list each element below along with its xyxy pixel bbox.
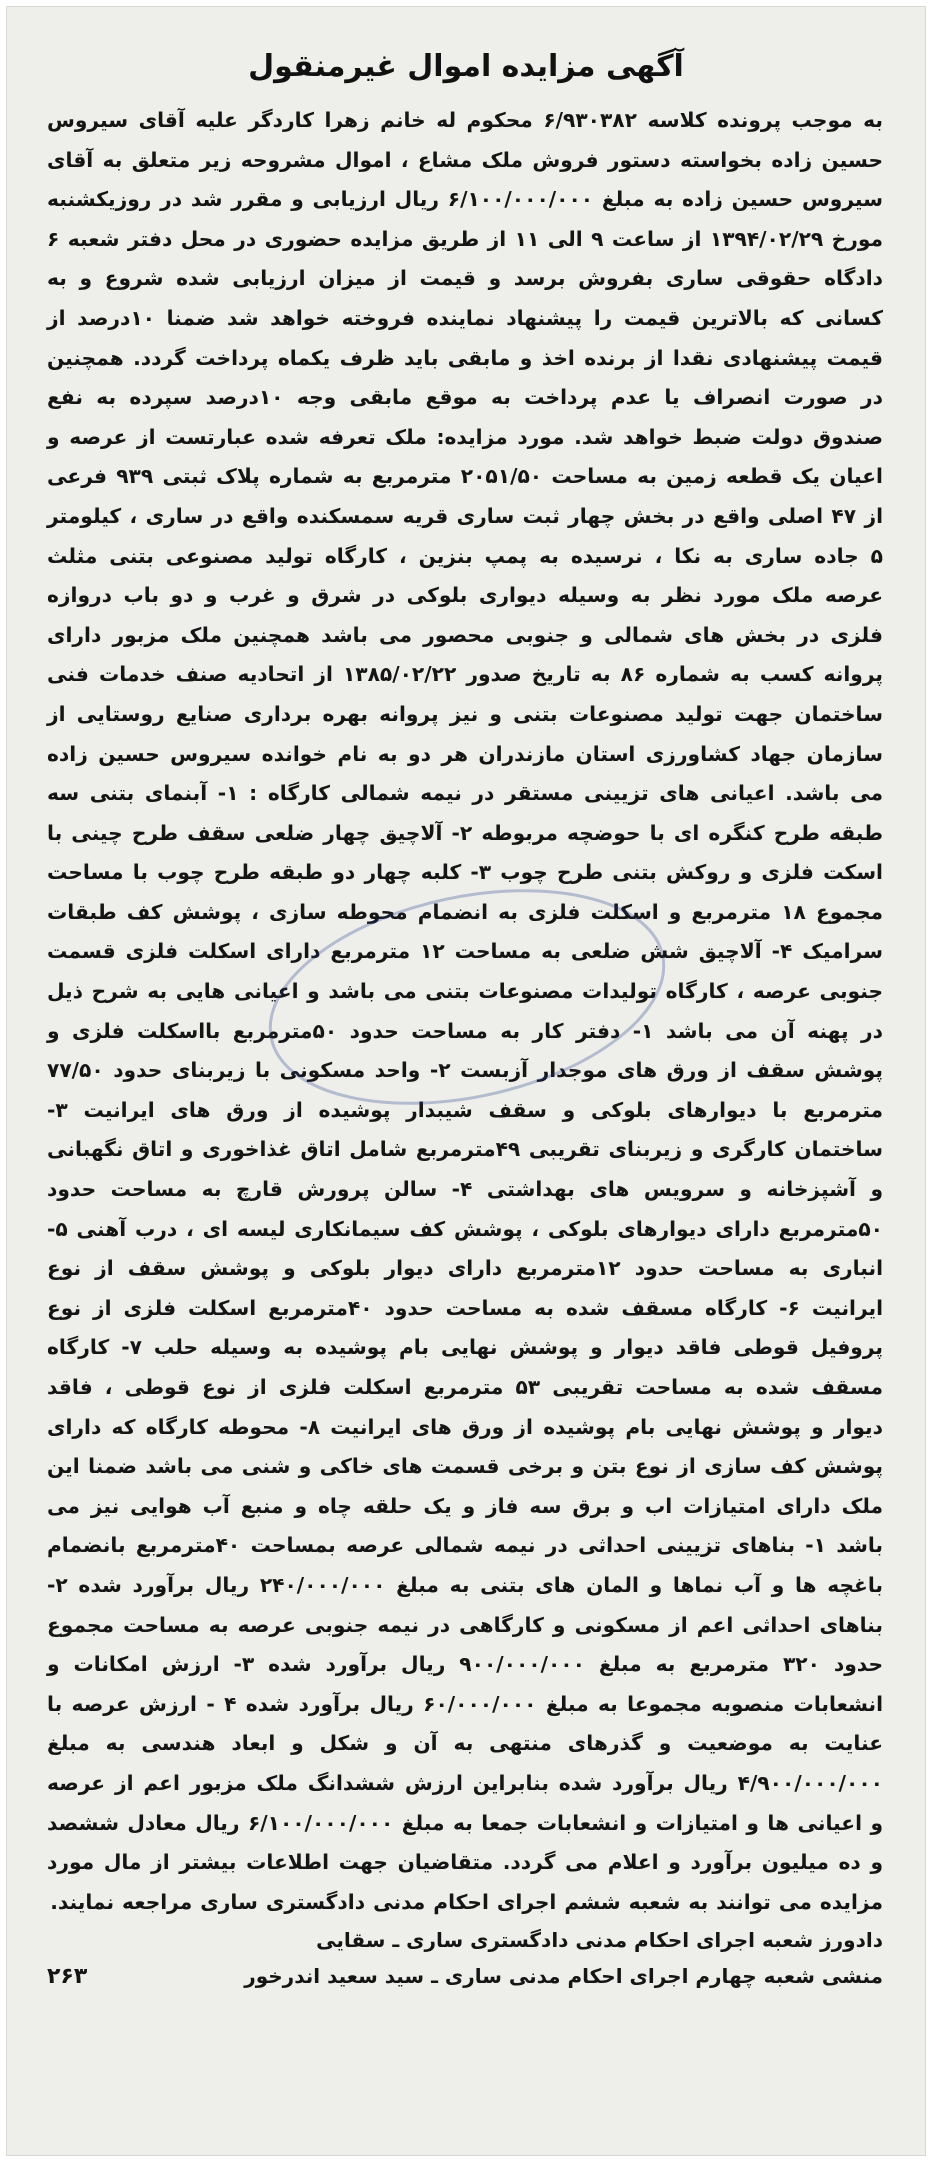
signature-row (47, 1958, 883, 1995)
notice-body: به موجب پرونده کلاسه ۶/۹۳۰۳۸۲ محکوم له خانم زهرا کاردگر علیه آقای سیروس حسین زاده بخواسته دستور فروش ملک مشاع ، اموال مشروحه زیر متعلق به آقای سیروس حسین زاده به مبلغ ۶/۱۰۰/۰۰۰/۰۰۰ ریال ارزیابی و مقرر شد در روزیکشنبه مورخ ۱۳۹۴/۰۲/۲۹ از ساعت ۹ الی ۱۱ از طریق مزایده حضوری در محل دفتر شعبه ۶ دادگاه حقوقی ساری بفروش برسد و قیمت از میزان ارزیابی شده شروع و به کسانی که بالاترین قیمت را پیشنهاد نماینده فروخته خواهد شد ضمنا ۱۰درصد از قیمت پیشنهادی نقدا از برنده اخذ و مابقی باید ظرف یکماه پرداخت گردد. همچنین در صورت انصراف یا عدم پرداخت به موقع مابقی وجه ۱۰درصد سپرده به نفع صندوق دولت ضبط خواهد شد. مورد مزایده: ملک تعرفه شده عبارتست از عرصه و اعیان یک قطعه زمین به مساحت ۲۰۵۱/۵۰ مترمربع به شماره پلاک ثبتی ۹۳۹ فرعی از ۴۷ اصلی واقع در بخش چهار ثبت ساری قریه سمسکنده واقع در ساری ، کیلومتر ۵ جاده ساری به نکا ، نرسیده به پمپ بنزین ، کارگاه تولید مصنوعی بتنی مثلث عرصه ملک مورد نظر به وسیله دیواری بلوکی در شرق و غرب و دو باب دروازه فلزی در بخش های شمالی و جنوبی محصور می باشد همچنین ملک مزبور دارای پروانه کسب به شماره ۸۶ به تاریخ صدور ۱۳۸۵/۰۲/۲۲ از اتحادیه صنف خدمات فنی ساختمان جهت تولید مصنوعات بتنی و نیز پروانه بهره برداری صنایع روستایی از سازمان جهاد کشاورزی استان مازندران هر دو به نام خوانده سیروس حسین زاده می باشد. اعیانی های تزیینی مستقر در نیمه شمالی کارگاه : ۱- آبنمای بتنی سه طبقه طرح کنگره ای با حوضچه مربوطه ۲- آلاچیق چهار ضلعی سقف طرح چینی با اسکت فلزی و روکش بتنی طرح چوب ۳- کلبه چهار دو طبقه طرح چوب با مساحت مجموع ۱۸ مترمربع و اسکلت فلزی به انضمام محوطه سازی ، پوشش کف طبقات سرامیک ۴- آلاچیق شش ضلعی به مساحت ۱۲ مترمربع دارای اسکلت فلزی قسمت جنوبی عرصه ، کارگاه تولیدات مصنوعات بتنی می باشد و اعیانی هایی به شرح ذیل در پهنه آن می باشد ۱- دفتر کار به مساحت حدود ۵۰مترمربع بااسکلت فلزی و پوشش سقف از ورق های موجدار آزبست ۲- واحد مسکونی با زیربنای حدود ۷۷/۵۰ مترمربع با دیوارهای بلوکی و سقف شیبدار پوشیده از ورق های ایرانیت ۳- ساختمان کارگری و زیربنای تقریبی ۴۹مترمربع شامل اتاق غذاخوری و اتاق نگهبانی و آشپزخانه و سرویس های بهداشتی ۴- سالن پرورش قارچ به مساحت حدود ۵۰مترمربع دارای دیوارهای بلوکی ، پوشش کف سیمانکاری لیسه ای ، درب آهنی ۵- انباری به مساحت حدود ۱۲مترمربع دارای دیوار بلوکی و پوشش سقف از نوع ایرانیت ۶- کارگاه مسقف شده به مساحت حدود ۴۰مترمربع اسکلت فلزی از نوع پروفیل قوطی فاقد دیوار و پوشش نهایی بام پوشیده به وسیله حلب ۷- کارگاه مسقف شده به مساحت تقریبی ۵۳ مترمربع اسکلت فلزی از نوع قوطی ، فاقد دیوار و پوشش نهایی بام پوشیده از ورق های ایرانیت ۸- محوطه کارگاه که دارای پوشش کف سازی از نوع بتن و برخی قسمت های خاکی و شنی می باشد ضمنا این ملک دارای امتیازات اب و برق سه فاز و یک حلقه چاه و منبع آب هوایی نیز می باشد ۱- بناهای تزیینی احداثی در نیمه شمالی عرصه بمساحت ۴۰مترمربع بانضمام باغچه ها و آب نماها و المان های بتنی به مبلغ ۲۴۰/۰۰۰/۰۰۰ ریال برآورد شده ۲- بناهای احداثی اعم از مسکونی و کارگاهی در نیمه جنوبی عرصه به مساحت مجموع حدود ۳۲۰ مترمربع به مبلغ ۹۰۰/۰۰۰/۰۰۰ ریال برآورد شده ۳- ارزش امکانات و انشعابات منصوبه مجموعا به مبلغ ۶۰/۰۰۰/۰۰۰ ریال برآورد شده ۴ - ارزش عرصه با عنایت به موضعیت و گذرهای منتهی به آن و شکل و ابعاد هندسی به مبلغ ۴/۹۰۰/۰۰۰/۰۰۰ ریال برآورد شده بنابراین ارزش ششدانگ ملک مزبور اعم از عرصه و اعیانی ها و امتیازات و انشعابات جمعا به مبلغ ۶/۱۰۰/۰۰۰/۰۰۰ ریال معادل ششصد و ده میلیون برآورد و اعلام می گردد. متقاضیان جهت اطلاعات بیشتر از مال مورد مزایده می توانند به شعبه ششم اجرای احکام مدنی دادگستری ساری مراجعه نمایند. (47, 108, 884, 1914)
notice-code: ۲۶۳ (47, 1964, 88, 1990)
signature-clerk: منشی شعبه چهارم اجرای احکام مدنی ساری ـ سید سعید اندرخور (244, 1964, 883, 1989)
notice-title: آگهی مزایده اموال غیرمنقول (248, 49, 684, 84)
signature-block (7, 1922, 925, 1995)
newspaper-clipping (6, 6, 926, 2156)
signature-officer: دادورز شعبه اجرای احکام مدنی دادگستری ساری ـ سقایی (316, 1928, 883, 1953)
